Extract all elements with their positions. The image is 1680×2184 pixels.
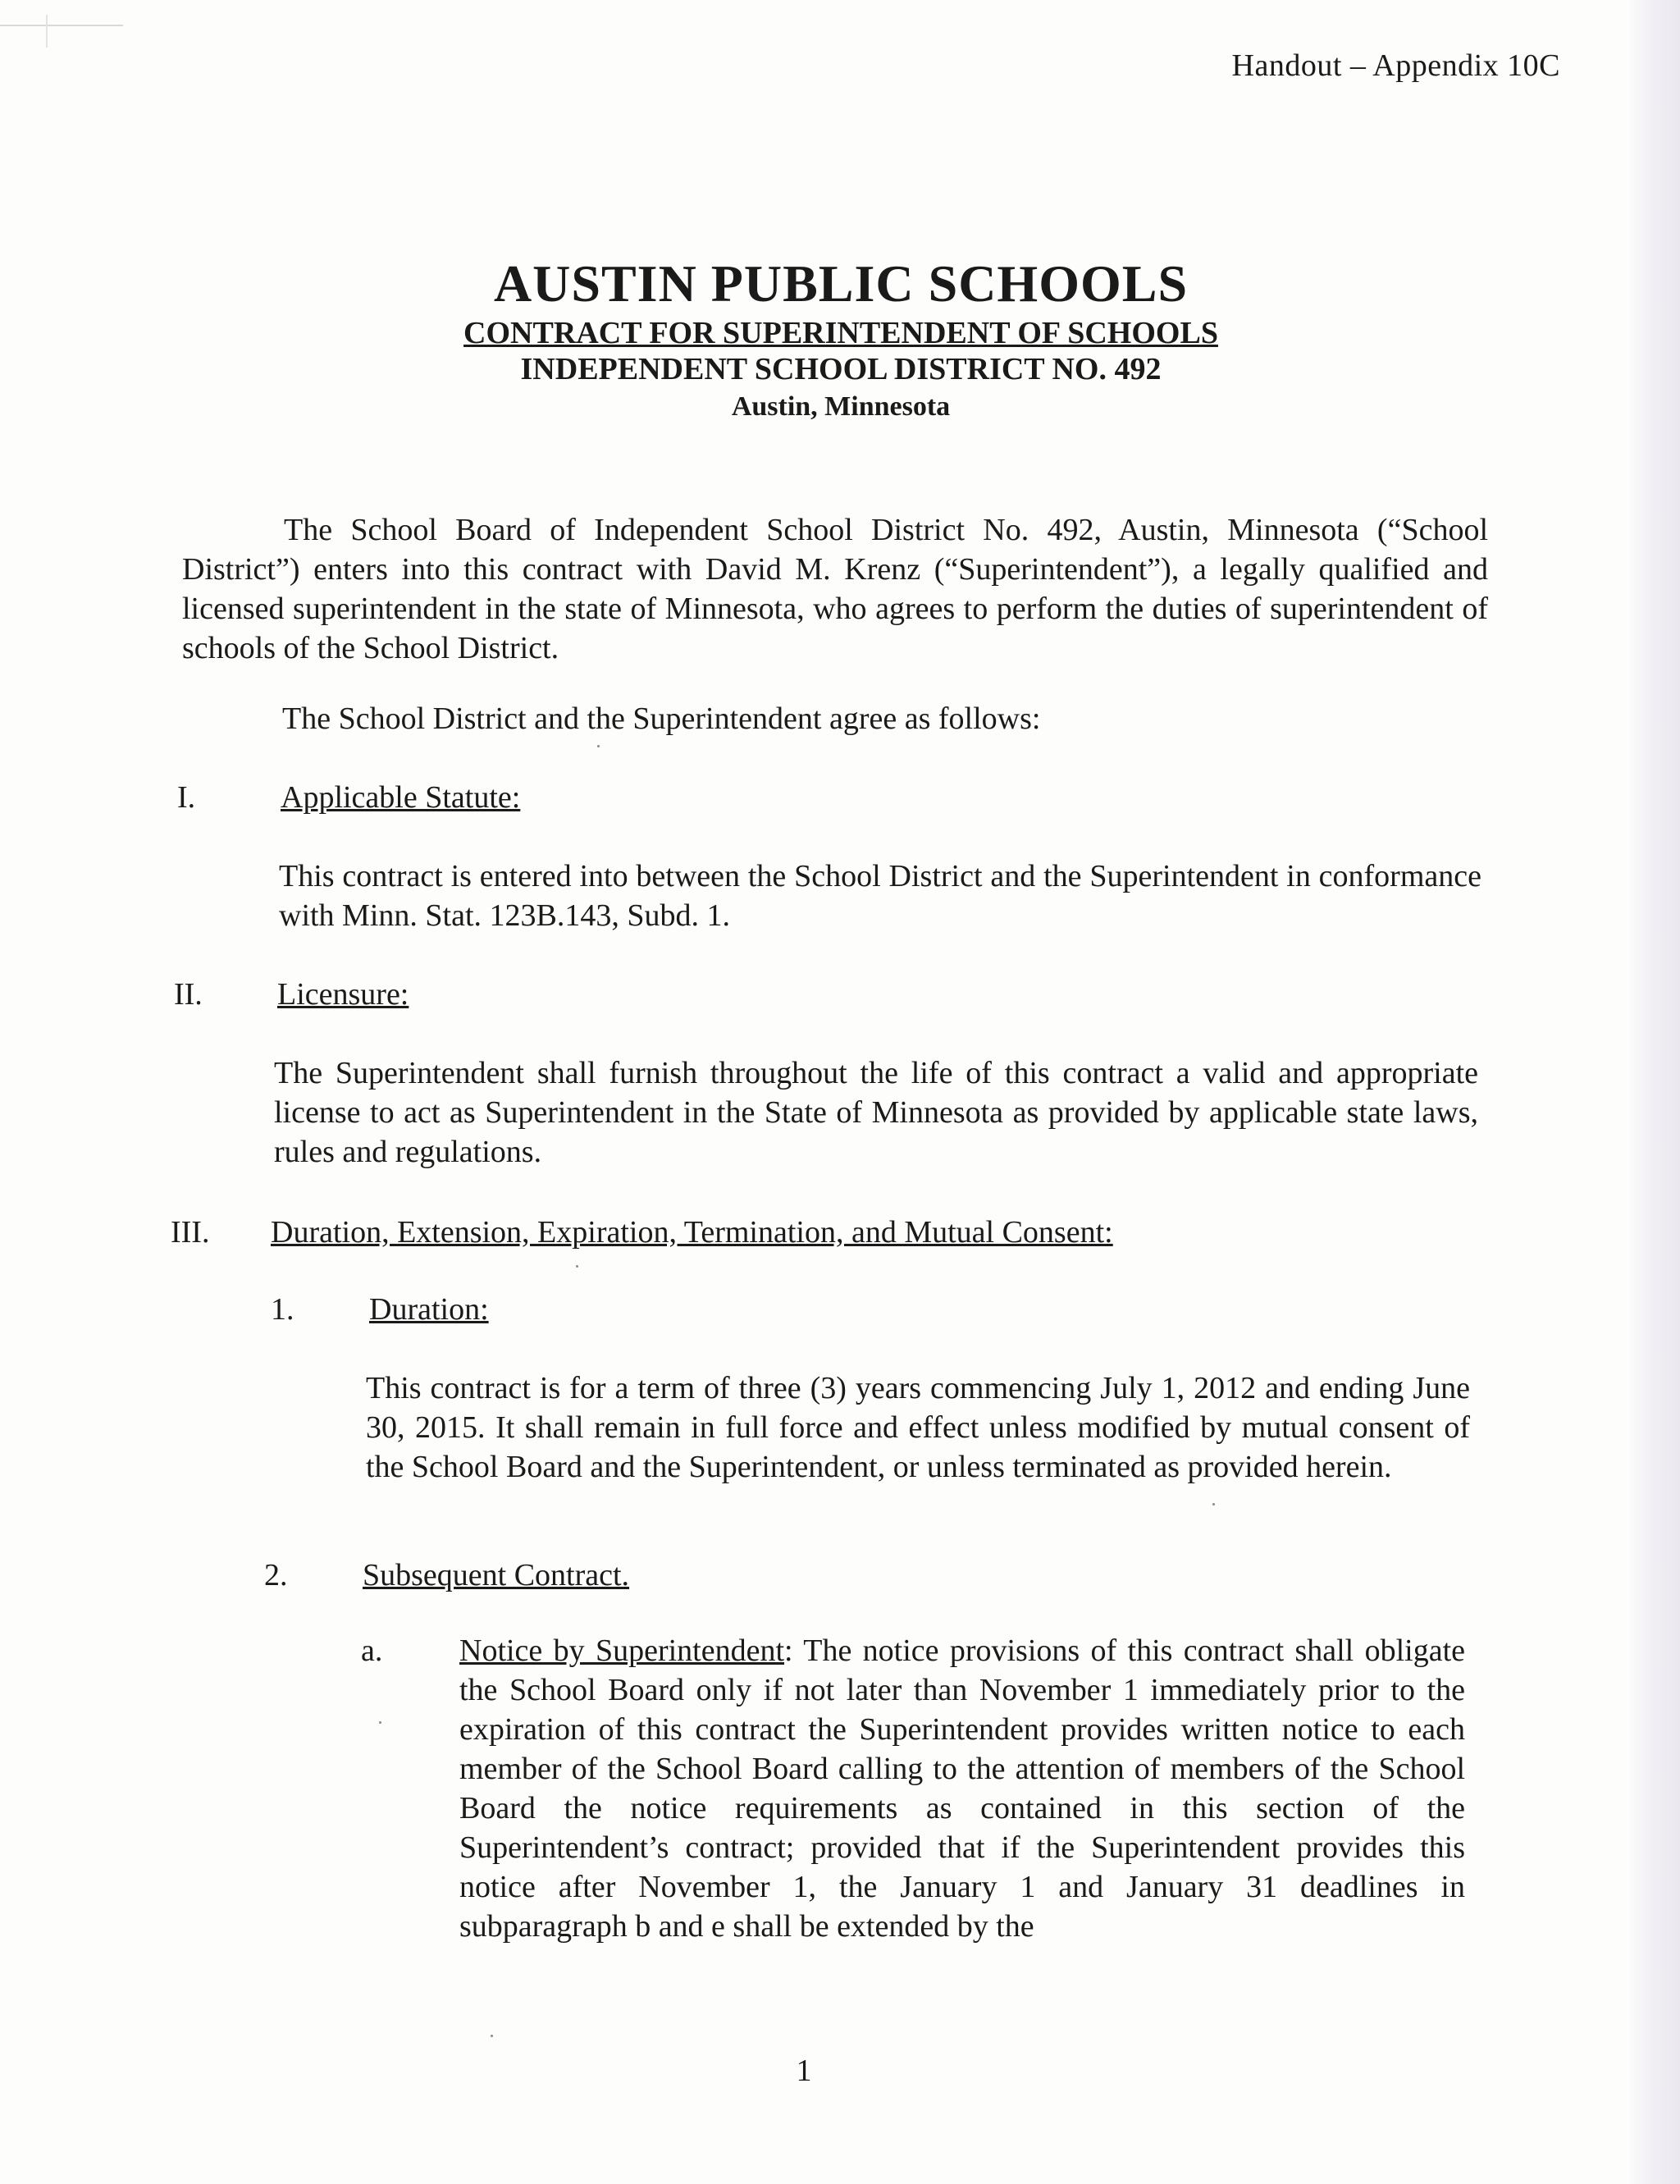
section-title-applicable-statute: Applicable Statute: <box>281 780 521 815</box>
scan-corner-mark <box>0 25 123 26</box>
scan-speck <box>1212 1503 1215 1505</box>
district-city: Austin, Minnesota <box>731 391 951 422</box>
section-number: II. <box>174 977 203 1012</box>
section-number: III. <box>171 1215 210 1250</box>
item-text: : The notice provisions of this contract shall obligate the School Board only if not later than November 1 immediately prior to the expiration of this contract the Superintendent provides written notice to each member of the School Board calling to the attention of members of the School Board the notice requirements as contained in this section of the Superintendent’s contract; provided that if the Superintendent provides this notice after November 1, the January 1 and January 31 deadlines in subparagraph b and e shall be extended by the <box>459 1633 1465 1944</box>
subsection-title-subsequent-contract: Subsequent Contract. <box>363 1558 630 1592</box>
intro-paragraph: The School Board of Independent School District No. 492, Austin, Minnesota (“School District”) enters into this contract with David M. Krenz (“Superintendent”), a legally qualified and licensed superintendent in the state of Minnesota, who agrees to perform the duties of superintendent of schools of the School District. <box>182 513 1488 665</box>
item-paragraph <box>459 1631 1465 1946</box>
scan-speck <box>491 2035 493 2037</box>
subsection-number: 1. <box>271 1292 294 1327</box>
scan-speck <box>576 1265 578 1268</box>
scan-edge-shadow <box>1629 0 1680 2184</box>
section-text: This contract is entered into between the School District and the Superintendent in conformance with Minn. Stat. 123B.143, Subd. 1. <box>279 859 1481 933</box>
title-block <box>328 253 1354 427</box>
subsection-text: This contract is for a term of three (3) years commencing July 1, 2012 and ending June 30, 2015. It shall remain in full force and effect unless modified by mutual consent of the School Board and the Superintendent, or unless terminated as provided herein. <box>366 1371 1470 1484</box>
scan-speck <box>379 1721 381 1724</box>
subsection-number: 2. <box>264 1558 288 1592</box>
document-title: AUSTIN PUBLIC SCHOOLS <box>493 254 1189 313</box>
agreement-statement: The School District and the Superintendent agree as follows: <box>282 701 1041 736</box>
section-number: I. <box>177 780 196 815</box>
section-title-licensure: Licensure: <box>277 977 409 1012</box>
scan-corner-mark <box>46 15 48 48</box>
document-subtitle: CONTRACT FOR SUPERINTENDENT OF SCHOOLS <box>463 316 1218 350</box>
subsection-title-duration: Duration: <box>369 1292 489 1327</box>
handout-label: Handout – Appendix 10C <box>1231 48 1560 83</box>
scan-speck <box>597 745 600 747</box>
section-title-duration: Duration, Extension, Expiration, Termination, and Mutual Consent: <box>271 1215 1113 1250</box>
district-name: INDEPENDENT SCHOOL DISTRICT NO. 492 <box>520 352 1162 386</box>
item-title-notice-by-superintendent: Notice by Superintendent <box>459 1633 785 1668</box>
page-number: 1 <box>796 2054 812 2088</box>
item-letter: a. <box>361 1633 383 1668</box>
section-text: The Superintendent shall furnish throughout the life of this contract a valid and appropriate license to act as Superintendent in the State of Minnesota as provided by applicable state laws, rules and regulations. <box>274 1056 1478 1169</box>
